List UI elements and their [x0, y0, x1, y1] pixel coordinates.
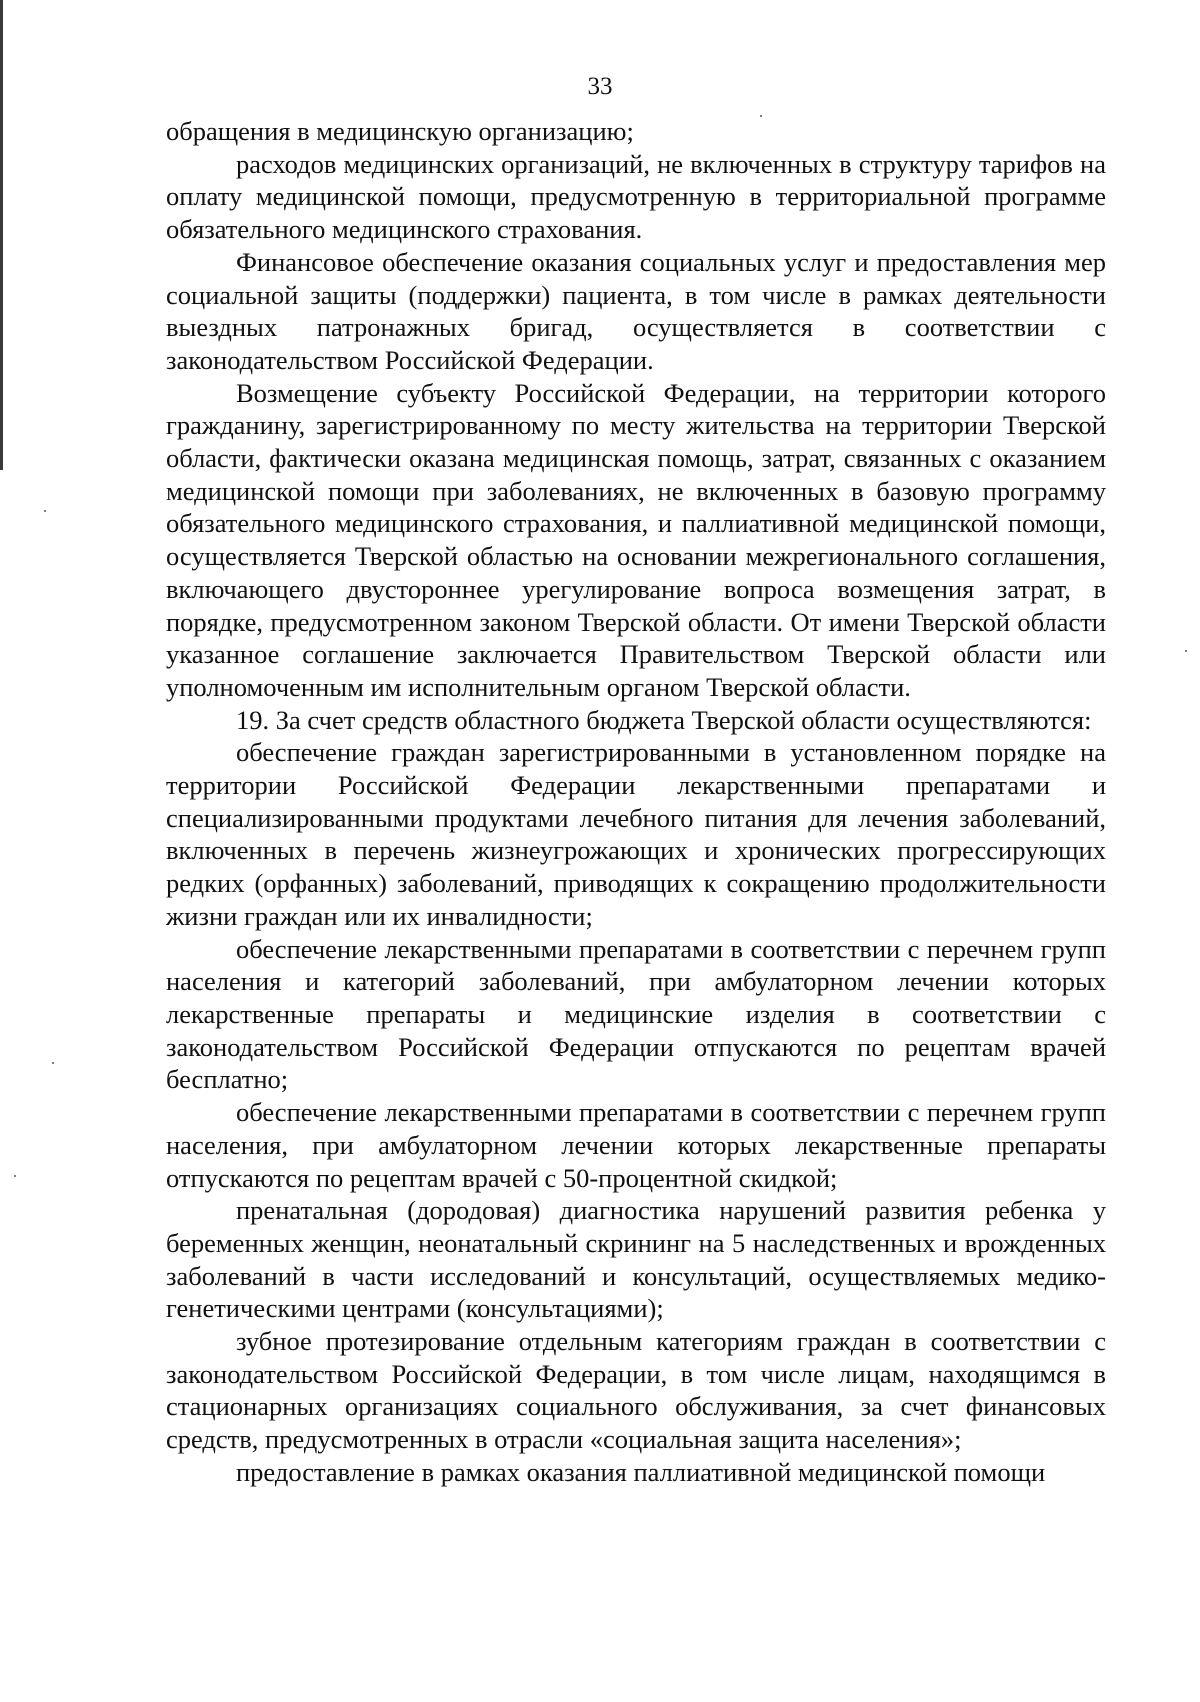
paragraph: Возмещение субъекту Российской Федерации, на территории которого гражданину, зарегистрированному по месту жительства на территории Тверской области, фактически оказана медицинская помощь, затрат, связанных с оказанием медицинской помощи при заболеваниях, не включенных в базовую программу обязательного медицинского страхования, и паллиативной медицинской помощи, осуществляется Тверской областью на основании межрегионального соглашения, включающего двустороннее урегулирование вопроса возмещения затрат, в порядке, предусмотренном законом Тверской области. От имени Тверской области указанное соглашение заключается Правительством Тверской области или уполномоченным им исполнительным органом Тверской области.: [166, 377, 1106, 702]
paragraph: обращения в медицинскую организацию;: [166, 116, 634, 146]
scan-speck: [52, 1062, 54, 1064]
document-body: [166, 115, 1106, 1489]
scan-speck: [1185, 650, 1187, 652]
paragraph: обеспечение граждан зарегистрированными в установленном порядке на территории Российской Федерации лекарственными препаратами и специализированными продуктами лечебного питания для лечения заболеваний, включенных в перечень жизнеугрожающих и хронических прогрессирующих редких (орфанных) заболеваний, приводящих к сокращению продолжительности жизни граждан или их инвалидности;: [166, 737, 1106, 931]
paragraph: Финансовое обеспечение оказания социальных услуг и предоставления мер социальной защиты (поддержки) пациента, в том числе в рамках деятельности выездных патронажных бригад, осуществляется в соответствии с законодательством Российской Федерации.: [166, 246, 1106, 375]
paragraph: обеспечение лекарственными препаратами в соответствии с перечнем групп населения и категорий заболеваний, при амбулаторном лечении которых лекарственные препараты и медицинские изделия в соответствии с законодательством Российской Федерации отпускаются по рецептам врачей бесплатно;: [166, 933, 1106, 1095]
paragraph-section-19: 19. За счет средств областного бюджета Тверской области осуществляются:: [236, 704, 1092, 735]
page-number: 33: [587, 73, 613, 100]
paragraph: расходов медицинских организаций, не включенных в структуру тарифов на оплату медицинской помощи, предусмотренную в территориальной программе обязательного медицинского страхования.: [166, 148, 1106, 245]
paragraph: предоставление в рамках оказания паллиативной медицинской помощи: [236, 1456, 1046, 1487]
scan-speck: [44, 510, 46, 512]
scan-margin-line: [0, 0, 3, 470]
paragraph: зубное протезирование отдельным категориям граждан в соответствии с законодательством Российской Федерации, в том числе лицам, находящимся в стационарных организациях социального обслуживания, за счет финансовых средств, предусмотренных в отрасли «социальная защита населения»;: [166, 1326, 1106, 1455]
scan-speck: [14, 1175, 16, 1177]
paragraph: обеспечение лекарственными препаратами в соответствии с перечнем групп населения, при амбулаторном лечении которых лекарственные препараты отпускаются по рецептам врачей с 50-процентной скидкой;: [166, 1097, 1106, 1193]
paragraph: пренатальная (дородовая) диагностика нарушений развития ребенка у беременных женщин, неонатальный скрининг на 5 наследственных и врожденных заболеваний в части исследований и консультаций, осуществляемых медико-генетическими центрами (консультациями);: [166, 1195, 1106, 1324]
